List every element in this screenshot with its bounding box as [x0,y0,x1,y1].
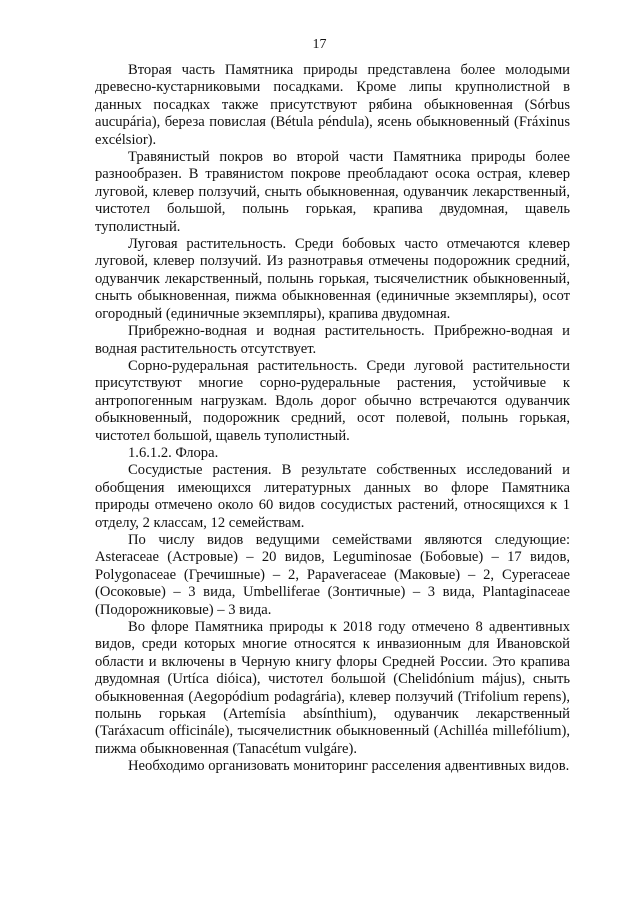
section-heading-flora: 1.6.1.2. Флора. [128,444,219,461]
paragraph-meadow-vegetation: Луговая растительность. Среди бобовых часто отмечаются клевер луговой, клевер ползучий. Из разнотравья отмечены подорожник средний, одуванчик лекарственный, полынь горькая, тысячелистник обыкновенный, сныть обыкновенная, пижма обыкновенная (единичные экземпляры), осот огородный (единичные экземпляры), крапива двудомная. [95,236,570,322]
paragraph-monitoring: Необходимо организовать мониторинг расселения адвентивных видов. [128,758,570,775]
paragraph-vascular-plants: Сосудистые растения. В результате собственных исследований и обобщения имеющихся литературных данных во флоре Памятника природы отмечено около 60 видов сосудистых растений, относящихся к 1 отделу, 2 классам, 12 семействам. [95,462,570,531]
paragraph-grass-cover: Травянистый покров во второй части Памятника природы более разнообразен. В травянистом покрове преобладают осока острая, клевер луговой, клевер ползучий, сныть обыкновенная, одуванчик лекарственный, чистотел большой, полынь горькая, крапива двудомная, щавель туполистный. [95,149,570,235]
paragraph-adventive-species: Во флоре Памятника природы к 2018 году отмечено 8 адвентивных видов, среди которых многие относятся к инвазионным для Ивановской области и включены в Черную книгу флоры Средней России. Это крапива двудомная (Urtíca dióica), чистотел большой (Chelidónium május), сныть обыкновенная (Aegopódium podagrária), клевер ползучий (Trifolium repens), полынь горькая (Artemísia absínthium), одуванчик лекарственный (Taráxacum officinále), тысячелистник обыкновенный (Achilléa millefólium), пижма обыкновенная (Tanacétum vulgáre). [95,619,570,757]
body-text [95,62,570,776]
page-number: 17 [312,37,327,52]
paragraph-ruderal-vegetation: Сорно-рудеральная растительность. Среди луговой растительности присутствуют многие сорно-рудеральные растения, устойчивые к антропогенным нагрузкам. Вдоль дорог обычно встречаются одуванчик обыкновенный, подорожник средний, осот полевой, полынь горькая, чистотел большой, щавель туполистный. [95,357,570,444]
paragraph-second-part: Вторая часть Памятника природы представлена более молодыми древесно-кустарниковыми посадками. Кроме липы крупнолистной в данных посадках также присутствуют рябина обыкновенная (Sórbus aucupária), береза повислая (Bétula péndula), ясень обыкновенный (Fráxinus excélsior). [95,62,570,148]
paragraph-coastal-vegetation: Прибрежно-водная и водная растительность. Прибрежно-водная и водная растительность отсутствует. [95,323,570,357]
paragraph-leading-families: По числу видов ведущими семействами являются следующие: Asteraceae (Астровые) – 20 видов, Leguminosae (Бобовые) – 17 видов, Polygonaceae (Гречишные) – 2, Papaveraceae (Маковые) – 2, Cyperaceae (Осоковые) – 3 вида, Umbelliferae (Зонтичные) – 3 вида, Plantaginaceae (Подорожниковые) – 3 вида. [95,531,570,618]
